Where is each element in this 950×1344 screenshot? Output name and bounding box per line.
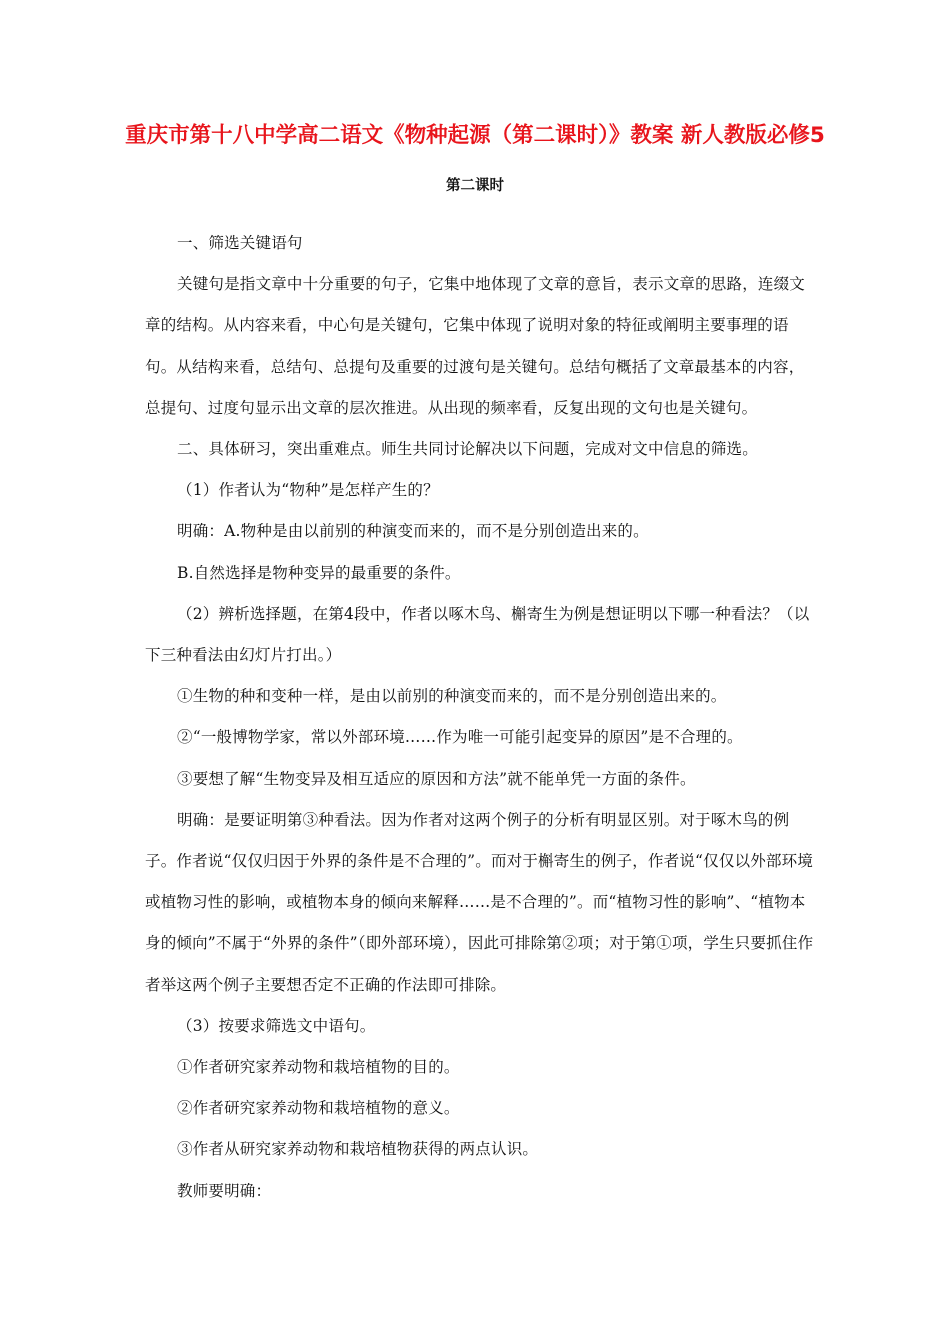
section-heading: 二、具体研习，突出重难点。师生共同讨论解决以下问题，完成对文中信息的筛选。 xyxy=(177,440,758,459)
answer: 明确：A.物种是由以前别的种演变而来的，而不是分别创造出来的。 xyxy=(177,522,649,541)
document-body xyxy=(145,223,815,1212)
list-item: ②作者研究家养动物和栽培植物的意义。 xyxy=(177,1099,460,1118)
question: （2）辨析选择题，在第4段中，作者以啄木鸟、槲寄生为例是想证明以下哪一种看法？（以下三种看法由幻灯片打出。） xyxy=(145,604,810,665)
document-title: 重庆市第十八中学高二语文《物种起源（第二课时）》教案 新人教版必修5 xyxy=(125,123,825,148)
option-item: ②“一般博物学家，常以外部环境……作为唯一可能引起变异的原因”是不合理的。 xyxy=(177,728,743,747)
question: （3）按要求筛选文中语句。 xyxy=(177,1016,376,1035)
teacher-note: 教师要明确： xyxy=(177,1181,272,1200)
option-item: ③要想了解“生物变异及相互适应的原因和方法”就不能单凭一方面的条件。 xyxy=(177,769,696,788)
list-item: ③作者从研究家养动物和栽培植物获得的两点认识。 xyxy=(177,1140,539,1159)
list-item: ①作者研究家养动物和栽培植物的目的。 xyxy=(177,1058,460,1077)
section-heading: 一、筛选关键语句 xyxy=(177,234,303,252)
answer: B.自然选择是物种变异的最重要的条件。 xyxy=(177,563,461,582)
document-subtitle: 第二课时 xyxy=(446,178,504,194)
option-item: ①生物的种和变种一样，是由以前别的种演变而来的，而不是分别创造出来的。 xyxy=(177,687,727,706)
question: （1）作者认为“物种”是怎样产生的？ xyxy=(177,481,439,500)
paragraph: 关键句是指文章中十分重要的句子，它集中地体现了文章的意旨，表示文章的思路，连缀文章的结构。从内容来看，中心句是关键句，它集中体现了说明对象的特征或阐明主要事理的语句。从结构来看，总结句、总提句及重要的过渡句是关键句。总结句概括了文章最基本的内容，总提句、过度句显示出文章的层次推进。从出现的频率看，反复出现的文句也是关键句。 xyxy=(145,275,806,417)
answer: 明确：是要证明第③种看法。因为作者对这两个例子的分析有明显区别。对于啄木鸟的例子。作者说“仅仅归因于外界的条件是不合理的”。而对于槲寄生的例子，作者说“仅仅以外部环境或植物习性的影响，或植物本身的倾向来解释……是不合理的”。而“植物习性的影响”、“植物本身的倾向”不属于“外界的条件”（即外部环境），因此可排除第②项；对于第①项，学生只要抓住作者举这两个例子主要想否定不正确的作法即可排除。 xyxy=(145,810,814,994)
